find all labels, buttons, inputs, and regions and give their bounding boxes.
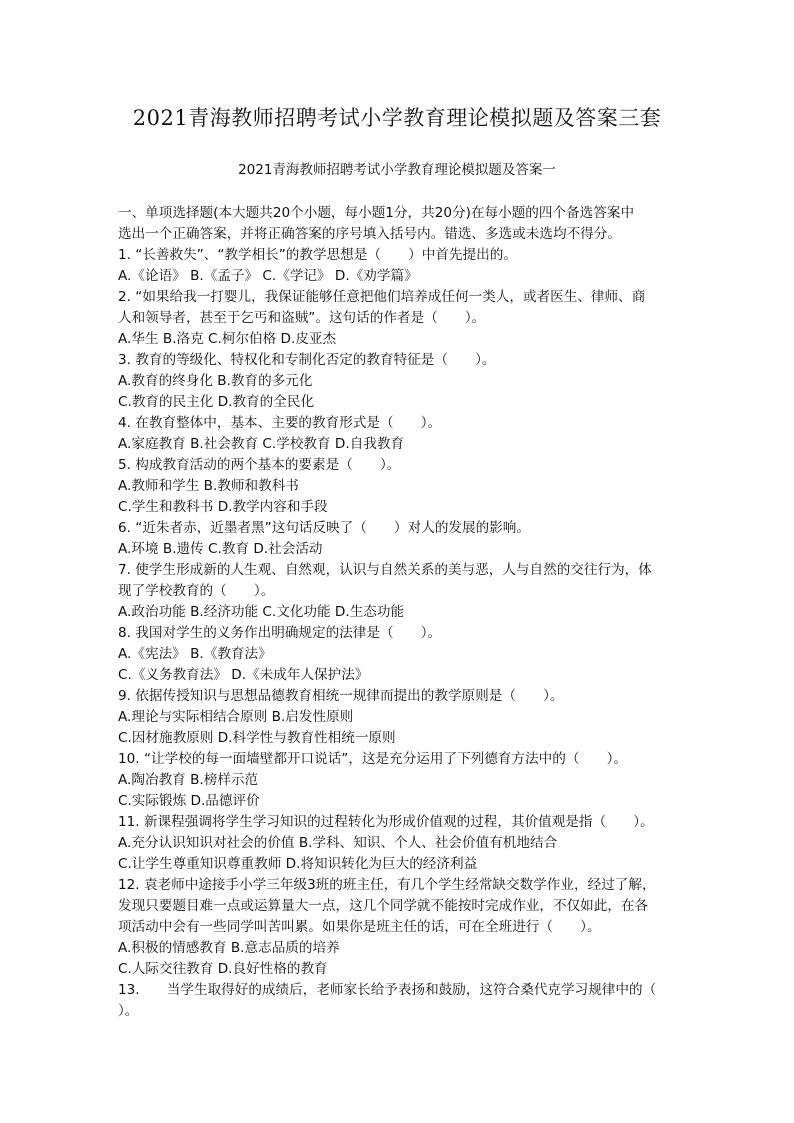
question-5-options-cd: C.学生和教科书 D.教学内容和手段 (118, 499, 328, 515)
question-13-continued: ）。 (118, 1003, 139, 1019)
question-8-options-ab: A.《宪法》 B.《教育法》 (118, 646, 272, 662)
question-2-continued: 人和领导者，甚至于乞丐和盗贼”。这句话的作者是（ ）。 (118, 310, 486, 326)
question-11-options-cd: C.让学生尊重知识尊重教师 D.将知识转化为巨大的经济利益 (118, 856, 478, 872)
question-11-options-ab: A.充分认识知识对社会的价值 B.学科、知识、个人、社会价值有机地结合 (118, 835, 558, 851)
question-13: 13. 当学生取得好的成绩后，老师家长给予表扬和鼓励，这符合桑代克学习规律中的（ (118, 982, 657, 998)
question-10-options-cd: C.实际锻炼 D.品德评价 (118, 793, 260, 809)
question-4-options: A.家庭教育 B.社会教育 C.学校教育 D.自我教育 (118, 436, 405, 452)
question-1: 1. “长善救失”、“教学相长”的教学思想是（ ）中首先提出的。 (118, 247, 517, 263)
question-12-continued: 发现只要题目难一点或运算量大一点，这几个同学就不能按时完成作业，不仅如此，在各 (118, 898, 649, 914)
question-6: 6. “近朱者赤，近墨者黑”这句话反映了（ ）对人的发展的影响。 (118, 520, 530, 536)
question-7: 7. 使学生形成新的人生观、自然观，认识与自然关系的美与恶，人与自然的交往行为，体 (118, 562, 652, 578)
question-3: 3. 教育的等级化、特权化和专制化否定的教育特征是（ ）。 (118, 352, 496, 368)
question-3-options-cd: C.教育的民主化 D.教育的全民化 (118, 394, 315, 410)
question-6-options: A.环境 B.遗传 C.教育 D.社会活动 (118, 541, 323, 557)
question-9-options-cd: C.因材施教原则 D.科学性与教育性相统一原则 (118, 730, 396, 746)
question-7-continued: 现了学校教育的（ ）。 (118, 583, 275, 599)
section-instruction-line: 一、单项选择题(本大题共20个小题，每小题1分，共20分)在每小题的四个备选答案中 (118, 205, 635, 221)
question-12-options-cd: C.人际交往教育 D.良好性格的教育 (118, 961, 328, 977)
document-body (118, 203, 676, 1022)
question-5: 5. 构成教育活动的两个基本的要素是（ ）。 (118, 457, 401, 473)
question-2: 2. “如果给我一打婴儿，我保证能够任意把他们培养成任何一类人，或者医生、律师、商 (118, 289, 646, 305)
question-11: 11. 新课程强调将学生学习知识的过程转化为形成价值观的过程，其价值观是指（ ）。 (118, 814, 654, 830)
question-10: 10. “让学校的每一面墙壁都开口说话”，这是充分运用了下列德育方法中的（ ）。 (118, 751, 628, 767)
question-12: 12. 袁老师中途接手小学三年级3班的班主任，有几个学生经常缺交数学作业，经过了解， (118, 877, 656, 893)
document-subtitle: 2021青海教师招聘考试小学教育理论模拟题及答案一 (238, 162, 556, 178)
section-instruction-line: 选出一个正确答案，并将正确答案的序号填入括号内。错选、多选或未选均不得分。 (118, 226, 621, 242)
question-7-options: A.政治功能 B.经济功能 C.文化功能 D.生态功能 (118, 604, 405, 620)
question-1-options: A.《论语》 B.《孟子》 C.《学记》 D.《劝学篇》 (118, 268, 418, 284)
question-9: 9. 依据传授知识与思想品德教育相统一规律而提出的教学原则是（ ）。 (118, 688, 564, 704)
question-8: 8. 我国对学生的义务作出明确规定的法律是（ ）。 (118, 625, 442, 641)
question-12-options-ab: A.积极的情感教育 B.意志品质的培养 (118, 940, 340, 956)
question-4: 4. 在教育整体中，基本、主要的教育形式是（ ）。 (118, 415, 442, 431)
question-3-options-ab: A.教育的终身化 B.教育的多元化 (118, 373, 313, 389)
question-12-continued: 项活动中会有一些同学叫苦叫累。如果你是班主任的话，可在全班进行（ ）。 (118, 919, 601, 935)
question-9-options-ab: A.理论与实际相结合原则 B.启发性原则 (118, 709, 354, 725)
document-title: 2021青海教师招聘考试小学教育理论模拟题及答案三套 (132, 106, 662, 130)
question-2-options: A.华生 B.洛克 C.柯尔伯格 D.皮亚杰 (118, 331, 337, 347)
question-8-options-cd: C.《义务教育法》 D.《未成年人保护法》 (118, 667, 369, 683)
question-10-options-ab: A.陶冶教育 B.榜样示范 (118, 772, 259, 788)
question-5-options-ab: A.教师和学生 B.教师和教科书 (118, 478, 299, 494)
